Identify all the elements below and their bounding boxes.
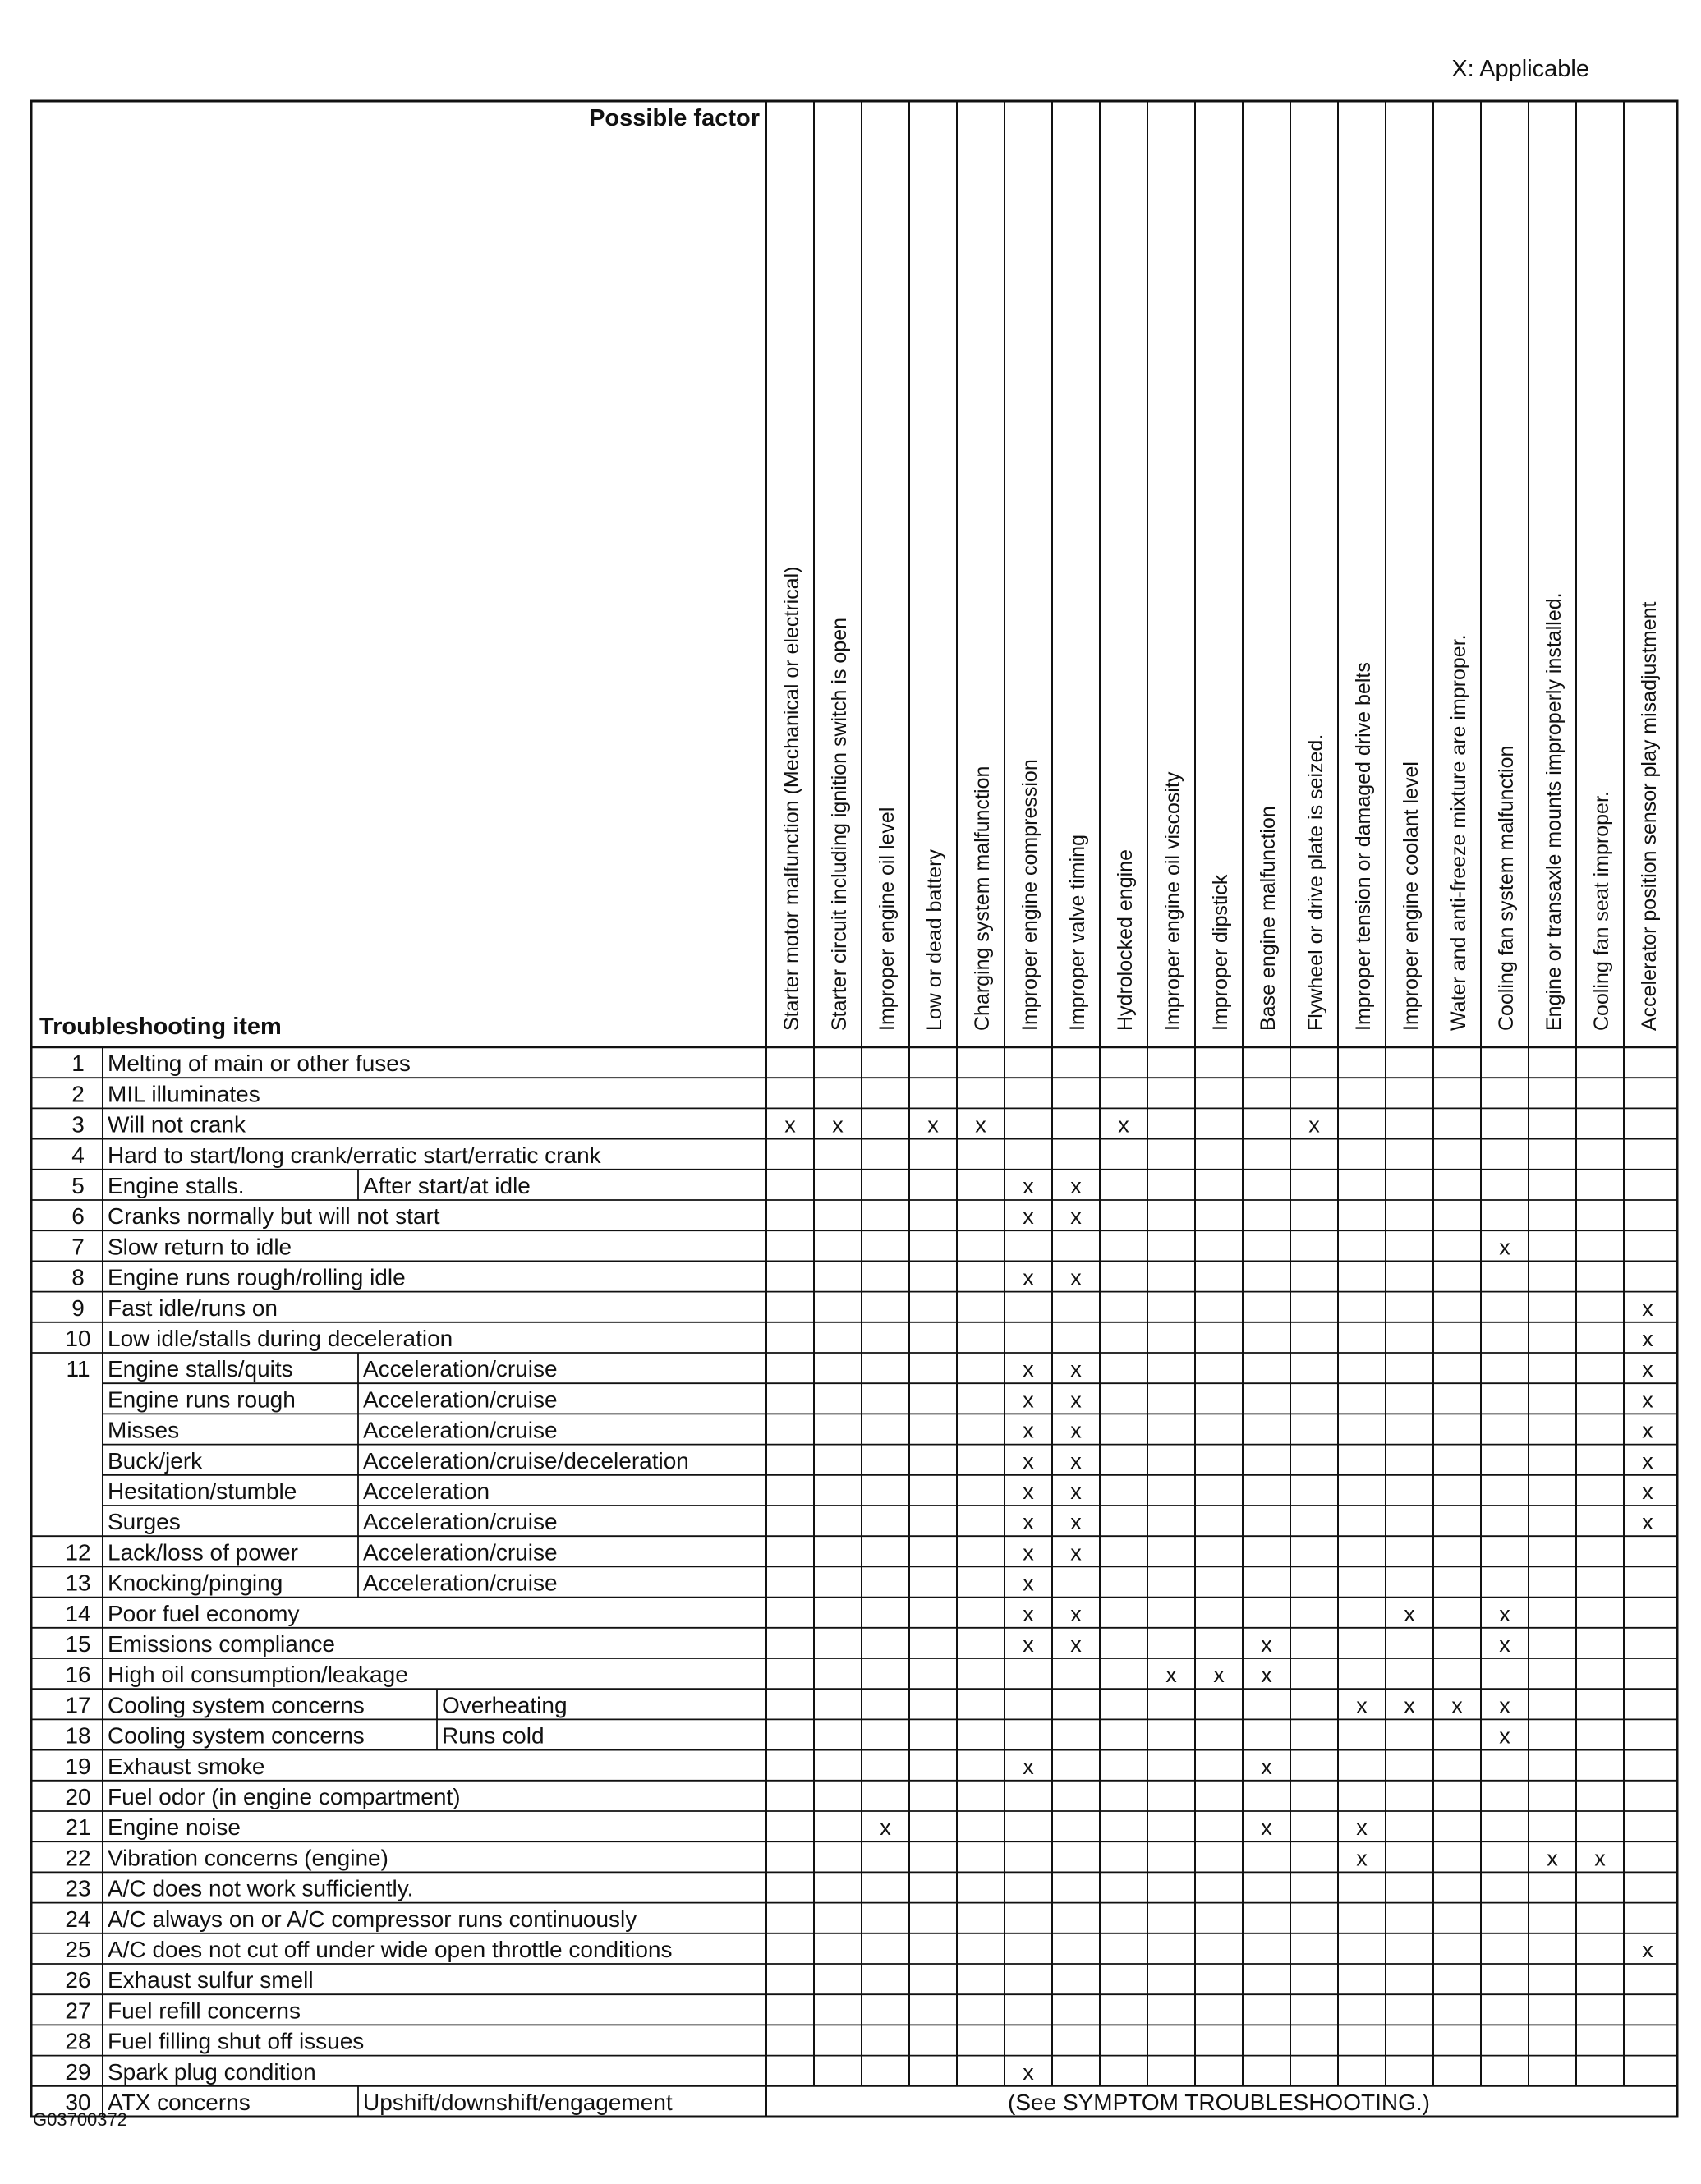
row-number: 5 [71, 1173, 85, 1198]
row-number: 9 [71, 1294, 85, 1321]
row-item: MIL illuminates [108, 1081, 260, 1107]
applicable-mark: x [1023, 1418, 1034, 1443]
row-item: Misses [108, 1417, 180, 1443]
row-item: ATX concerns [108, 2090, 251, 2115]
factor-label: Cooling fan seat improper. [1590, 791, 1613, 1031]
row-item: Surges [108, 1509, 181, 1535]
row-condition: Runs cold [442, 1722, 545, 1749]
row-item: Melting of main or other fuses [108, 1051, 411, 1077]
applicable-mark: x [1642, 1479, 1653, 1504]
row-condition: Acceleration/cruise [363, 1570, 558, 1596]
row-number: 3 [71, 1111, 85, 1138]
row-condition: Acceleration/cruise/deceleration [363, 1447, 689, 1474]
legend: X: Applicable [1451, 56, 1589, 82]
row-item: Hard to start/long crank/erratic start/erratic crank [108, 1142, 601, 1168]
row-number: 10 [65, 1326, 91, 1351]
row-condition: Acceleration [363, 1478, 490, 1504]
applicable-mark: x [1023, 1570, 1034, 1596]
factor-label: Base engine malfunction [1257, 806, 1280, 1031]
applicable-mark: x [1594, 1846, 1606, 1871]
row-item: Engine stalls. [108, 1173, 245, 1198]
applicable-mark: x [1023, 1174, 1034, 1198]
applicable-mark: x [1070, 1540, 1082, 1566]
applicable-mark: x [1070, 1265, 1082, 1290]
factor-label: Improper tension or damaged drive belts [1352, 662, 1375, 1031]
row-condition: Acceleration/cruise [363, 1509, 558, 1535]
factor-label: Low or dead battery [923, 849, 946, 1031]
applicable-mark: x [784, 1112, 796, 1138]
applicable-mark: x [1642, 1938, 1653, 1962]
row-item: Fuel refill concerns [108, 1998, 301, 2024]
applicable-mark: x [1070, 1204, 1082, 1230]
row-item: Fuel filling shut off issues [108, 2028, 365, 2054]
row-item: Cooling system concerns [108, 1692, 365, 1718]
row-item: Engine runs rough/rolling idle [108, 1264, 406, 1290]
row-item: Lack/loss of power [108, 1539, 298, 1566]
factor-label: Engine or transaxle mounts improperly installed. [1542, 592, 1565, 1031]
applicable-mark: x [1023, 1265, 1034, 1290]
factor-label: Charging system malfunction [971, 766, 994, 1031]
applicable-mark: x [1070, 1632, 1082, 1657]
applicable-mark: x [1642, 1326, 1653, 1351]
row-item: Low idle/stalls during deceleration [108, 1326, 453, 1351]
applicable-mark: x [1070, 1387, 1082, 1413]
applicable-mark: x [880, 1815, 891, 1841]
row-number: 14 [65, 1600, 91, 1626]
row-condition: Acceleration/cruise [363, 1356, 558, 1382]
factor-label: Flywheel or drive plate is seized. [1304, 733, 1327, 1031]
row-number: 13 [65, 1570, 91, 1596]
applicable-mark: x [1023, 1540, 1034, 1566]
row-item: Exhaust sulfur smell [108, 1967, 314, 1993]
row-number: 28 [65, 2028, 91, 2054]
row-condition: Acceleration/cruise [363, 1386, 558, 1413]
row-number: 11 [66, 1356, 90, 1382]
row-item: Engine noise [108, 1814, 241, 1841]
applicable-mark: x [1070, 1174, 1082, 1198]
row-number: 7 [71, 1234, 85, 1260]
row-condition: Acceleration/cruise [363, 1417, 558, 1443]
applicable-mark: x [1404, 1601, 1415, 1626]
applicable-mark: x [927, 1112, 939, 1138]
factor-label: Improper valve timing [1066, 835, 1089, 1031]
applicable-mark: x [1642, 1418, 1653, 1443]
applicable-mark: x [1642, 1295, 1653, 1321]
applicable-mark: x [1023, 1357, 1034, 1382]
row-item: Vibration concerns (engine) [108, 1845, 388, 1871]
row-number: 22 [65, 1845, 91, 1871]
applicable-mark: x [975, 1112, 986, 1138]
row-number: 25 [65, 1937, 91, 1962]
applicable-mark: x [1356, 1846, 1368, 1871]
row-number: 20 [65, 1784, 91, 1809]
factor-label: Starter motor malfunction (Mechanical or electrical) [780, 566, 803, 1031]
applicable-mark: x [1023, 1204, 1034, 1230]
applicable-mark: x [1499, 1235, 1510, 1260]
row-item: Fast idle/runs on [108, 1294, 278, 1321]
row-number: 26 [65, 1967, 91, 1993]
row-condition: Acceleration/cruise [363, 1539, 558, 1566]
row-number: 17 [65, 1692, 91, 1718]
row-item: Cooling system concerns [108, 1722, 365, 1749]
row-number: 21 [65, 1814, 91, 1841]
applicable-mark: x [1070, 1448, 1082, 1474]
row-number: 27 [65, 1998, 91, 2024]
factor-label: Starter circuit including ignition switch is open [828, 617, 851, 1031]
row-item: Buck/jerk [108, 1447, 203, 1474]
troubleshooting-item-label: Troubleshooting item [39, 1014, 282, 1040]
applicable-mark: x [1070, 1357, 1082, 1382]
applicable-mark: x [1642, 1448, 1653, 1474]
row-number: 24 [65, 1906, 91, 1932]
row-item: Fuel odor (in engine compartment) [108, 1784, 461, 1809]
applicable-mark: x [1499, 1632, 1510, 1657]
applicable-mark: x [1261, 1662, 1272, 1688]
applicable-mark: x [1356, 1693, 1368, 1718]
figure-id: G03700372 [33, 2109, 127, 2130]
applicable-mark: x [1404, 1693, 1415, 1718]
applicable-mark: x [1023, 1754, 1034, 1779]
row-item: Knocking/pinging [108, 1570, 283, 1596]
row-number: 15 [65, 1631, 91, 1657]
row-number: 6 [71, 1203, 85, 1230]
applicable-mark: x [1118, 1112, 1129, 1138]
row-number: 30 [65, 2090, 91, 2115]
row-number: 29 [65, 2058, 91, 2085]
factor-label: Improper engine compression [1018, 759, 1041, 1031]
row-item: A/C does not work sufficiently. [108, 1875, 414, 1901]
factor-label: Improper engine oil viscosity [1161, 771, 1184, 1031]
applicable-mark: x [1499, 1723, 1510, 1749]
symptom-note: (See SYMPTOM TROUBLESHOOTING.) [1008, 2090, 1430, 2115]
row-item: Cranks normally but will not start [108, 1203, 440, 1230]
row-condition: After start/at idle [363, 1173, 531, 1198]
row-number: 4 [71, 1142, 85, 1168]
applicable-mark: x [1261, 1754, 1272, 1779]
row-item: Exhaust smoke [108, 1753, 265, 1779]
row-number: 16 [65, 1662, 91, 1688]
row-item: Hesitation/stumble [108, 1478, 297, 1504]
row-item: High oil consumption/leakage [108, 1662, 408, 1688]
applicable-mark: x [1023, 1448, 1034, 1474]
factor-label: Accelerator position sensor play misadjustment [1638, 601, 1661, 1031]
row-number: 12 [65, 1539, 91, 1566]
applicable-mark: x [1023, 1479, 1034, 1504]
factor-label: Improper engine coolant level [1400, 761, 1423, 1031]
factor-label: Water and anti-freeze mixture are improper. [1447, 634, 1470, 1031]
row-number: 2 [71, 1081, 85, 1107]
applicable-mark: x [832, 1112, 844, 1138]
factor-label: Improper dipstick [1209, 874, 1232, 1031]
applicable-mark: x [1023, 1601, 1034, 1626]
row-number: 8 [71, 1264, 85, 1290]
applicable-mark: x [1070, 1418, 1082, 1443]
row-item: Emissions compliance [108, 1631, 335, 1657]
applicable-mark: x [1499, 1693, 1510, 1718]
factor-label: Improper engine oil level [876, 807, 899, 1031]
applicable-mark: x [1023, 1510, 1034, 1535]
applicable-mark: x [1499, 1601, 1510, 1626]
row-item: Spark plug condition [108, 2058, 316, 2085]
applicable-mark: x [1451, 1693, 1463, 1718]
row-condition: Upshift/downshift/engagement [363, 2090, 673, 2115]
applicable-mark: x [1070, 1601, 1082, 1626]
applicable-mark: x [1023, 1632, 1034, 1657]
applicable-mark: x [1642, 1387, 1653, 1413]
row-number: 1 [71, 1051, 85, 1077]
applicable-mark: x [1642, 1510, 1653, 1535]
row-item: Poor fuel economy [108, 1600, 300, 1626]
applicable-mark: x [1213, 1662, 1225, 1688]
applicable-mark: x [1261, 1815, 1272, 1841]
row-item: A/C does not cut off under wide open throttle conditions [108, 1937, 673, 1962]
row-number: 23 [65, 1875, 91, 1901]
applicable-mark: x [1356, 1815, 1368, 1841]
applicable-mark: x [1070, 1479, 1082, 1504]
applicable-mark: x [1165, 1662, 1177, 1688]
applicable-mark: x [1023, 2059, 1034, 2085]
row-item: Slow return to idle [108, 1234, 292, 1260]
possible-factor-label: Possible factor [589, 105, 760, 131]
applicable-mark: x [1642, 1357, 1653, 1382]
factor-label: Hydrolocked engine [1114, 849, 1137, 1031]
row-item: Will not crank [108, 1111, 246, 1138]
applicable-mark: x [1261, 1632, 1272, 1657]
applicable-mark: x [1070, 1510, 1082, 1535]
applicable-mark: x [1308, 1112, 1320, 1138]
row-item: Engine stalls/quits [108, 1356, 293, 1382]
row-number: 18 [65, 1722, 91, 1749]
factor-label: Cooling fan system malfunction [1495, 745, 1518, 1031]
row-item: Engine runs rough [108, 1386, 296, 1413]
row-item: A/C always on or A/C compressor runs continuously [108, 1906, 637, 1932]
applicable-mark: x [1547, 1846, 1558, 1871]
row-condition: Overheating [442, 1692, 568, 1718]
row-number: 19 [65, 1753, 91, 1779]
applicable-mark: x [1023, 1387, 1034, 1413]
